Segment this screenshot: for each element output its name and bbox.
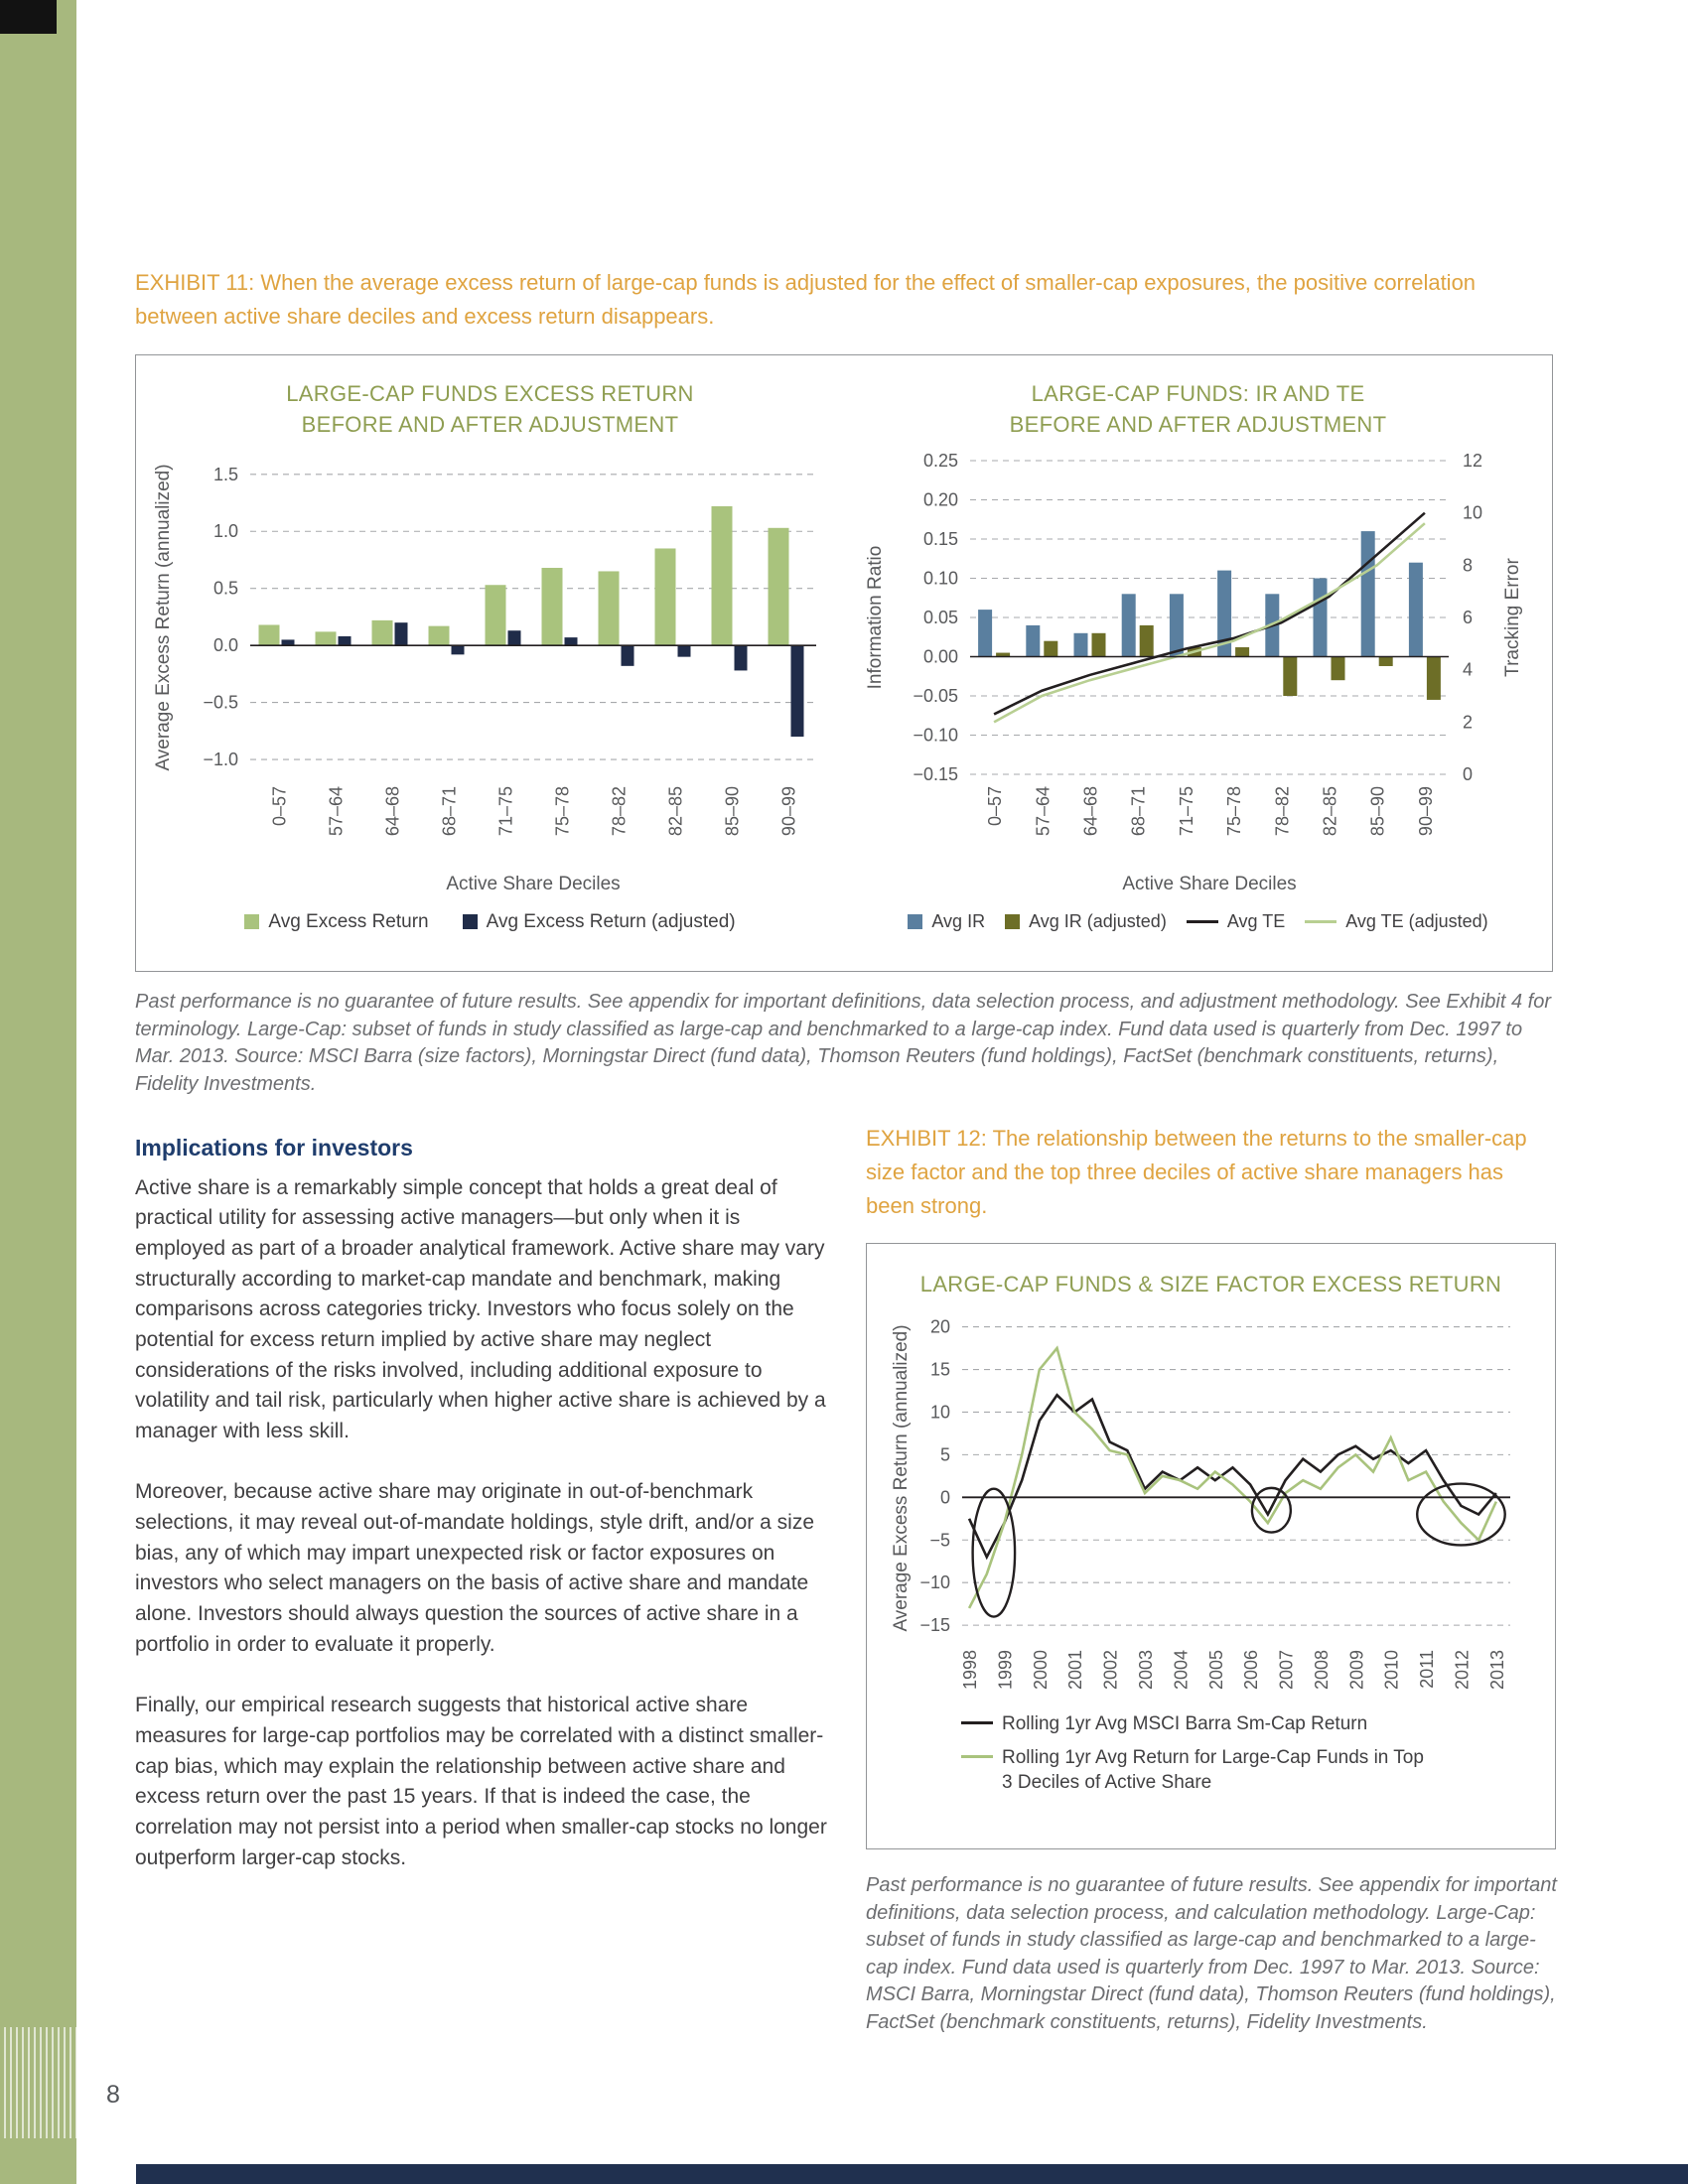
svg-text:0.0: 0.0 <box>212 634 238 655</box>
legend-label: Avg TE <box>1226 910 1286 931</box>
svg-text:−0.5: −0.5 <box>202 692 238 713</box>
legend-label: Rolling 1yr Avg Return for Large-Cap Funds in Top 3 Deciles of Active Share <box>1002 1746 1424 1793</box>
legend-item <box>1305 911 1487 932</box>
chart-title-line-1: LARGE-CAP FUNDS: IR AND TE <box>1031 381 1365 406</box>
tick-labels <box>913 451 1482 836</box>
largecap-top3-line-swatch <box>961 1755 993 1758</box>
svg-text:1.0: 1.0 <box>212 520 238 541</box>
excess-return-legend <box>244 911 735 933</box>
svg-text:71–75: 71–75 <box>495 785 515 836</box>
svg-text:0.10: 0.10 <box>922 568 958 589</box>
x-axis-label: Active Share Deciles <box>445 873 621 894</box>
legend-item <box>961 1745 1431 1795</box>
exhibit12-figure <box>866 1243 1556 1849</box>
avg-ir-swatch <box>908 914 922 929</box>
svg-text:−0.10: −0.10 <box>912 725 958 746</box>
implications-section <box>135 1132 827 1904</box>
implications-heading: Implications for investors <box>135 1135 413 1160</box>
svg-text:10: 10 <box>1462 502 1482 523</box>
svg-text:78–82: 78–82 <box>1271 785 1292 836</box>
exhibit11-figure <box>135 354 1553 972</box>
svg-text:2006: 2006 <box>1240 1649 1261 1690</box>
svg-text:2012: 2012 <box>1451 1649 1472 1690</box>
tick-labels <box>203 464 798 835</box>
svg-text:2009: 2009 <box>1345 1649 1366 1690</box>
svg-text:−1.0: −1.0 <box>202 749 238 769</box>
size-factor-chart-title <box>920 1270 1501 1300</box>
svg-text:82–85: 82–85 <box>1320 785 1339 836</box>
chart-title-line-2: BEFORE AND AFTER ADJUSTMENT <box>1009 411 1387 437</box>
svg-text:0.25: 0.25 <box>922 450 958 471</box>
svg-text:2004: 2004 <box>1170 1649 1191 1690</box>
svg-text:85–90: 85–90 <box>1367 785 1388 836</box>
svg-text:0: 0 <box>1462 763 1473 784</box>
svg-text:−0.15: −0.15 <box>912 763 958 784</box>
svg-text:71–75: 71–75 <box>1176 785 1196 836</box>
excess-return-chart-svg <box>143 445 838 903</box>
ir-te-chart-title <box>1010 379 1387 441</box>
size-factor-legend <box>961 1711 1431 1795</box>
svg-text:0.20: 0.20 <box>922 489 958 510</box>
legend-item <box>1005 911 1167 932</box>
exhibit12-heading: EXHIBIT 12: The relationship between the returns to the smaller-cap size factor and the top three deciles of active share managers has been strong. <box>866 1126 1527 1219</box>
legend-item <box>908 911 985 932</box>
avg-te-adjusted-line-swatch <box>1305 920 1336 923</box>
excess-return-chart <box>136 355 844 971</box>
svg-text:2000: 2000 <box>1030 1649 1051 1690</box>
svg-text:4: 4 <box>1462 659 1473 680</box>
svg-text:−0.05: −0.05 <box>912 685 958 706</box>
svg-text:68–71: 68–71 <box>439 785 459 836</box>
chart-title-line-1: LARGE-CAP FUNDS EXCESS RETURN <box>286 381 694 406</box>
svg-text:2: 2 <box>1462 711 1473 732</box>
annotations <box>972 1483 1504 1616</box>
svg-text:0.05: 0.05 <box>922 607 958 627</box>
svg-text:0–57: 0–57 <box>269 785 289 826</box>
svg-text:0.00: 0.00 <box>922 646 958 667</box>
svg-text:−15: −15 <box>918 1614 950 1635</box>
svg-text:−10: −10 <box>918 1571 950 1592</box>
sidebar-stripe-pattern <box>0 2027 76 2138</box>
left-y-axis-label: Information Ratio <box>864 545 886 689</box>
line-series <box>969 1348 1496 1608</box>
svg-text:0.5: 0.5 <box>212 578 238 599</box>
svg-text:2010: 2010 <box>1381 1649 1402 1690</box>
exhibit11-heading: EXHIBIT 11: When the average excess return of large-cap funds is adjusted for the effect of smaller-cap exposures, the positive correlation between active share deciles and excess return disappears. <box>135 270 1477 330</box>
svg-text:−5: −5 <box>928 1530 950 1551</box>
y-axis-label: Average Excess Return (annualized) <box>152 464 174 771</box>
svg-text:82–85: 82–85 <box>665 785 685 836</box>
legend-label: Rolling 1yr Avg MSCI Barra Sm-Cap Return <box>1002 1712 1368 1734</box>
svg-text:68–71: 68–71 <box>1128 785 1149 836</box>
legend-label: Avg Excess Return <box>268 910 429 932</box>
svg-text:0–57: 0–57 <box>984 785 1005 826</box>
svg-text:2001: 2001 <box>1064 1649 1085 1690</box>
svg-text:57–64: 57–64 <box>1032 785 1053 836</box>
gridlines <box>970 461 1449 774</box>
excess-return-chart-title <box>286 379 693 441</box>
body-paragraph-1: Active share is a remarkably simple concept that holds a great deal of practical utility for assessing active managers—but only when it is employed as part of a broader analytical framework. Active share may vary structurally according to market-cap mandate and benchmark, making comparisons across categories tricky. Investors who focus solely on the potential for excess return implied by active share may neglect considerations of the risks involved, including additional exposure to volatility and tail risk, particularly when higher active share is achieved by a manager with less skill. <box>135 1175 826 1442</box>
avg-excess-return-swatch <box>244 914 259 929</box>
legend-label: Avg IR (adjusted) <box>1029 910 1167 931</box>
svg-text:20: 20 <box>929 1316 950 1337</box>
footer-accent-bar <box>136 2164 1688 2184</box>
svg-text:5: 5 <box>939 1444 950 1465</box>
svg-text:0.15: 0.15 <box>922 528 958 549</box>
svg-text:12: 12 <box>1462 450 1482 471</box>
svg-text:2007: 2007 <box>1276 1649 1297 1690</box>
legend-item <box>961 1711 1431 1736</box>
legend-item <box>1187 911 1285 932</box>
avg-ir-adjusted-swatch <box>1005 914 1020 929</box>
svg-text:64–68: 64–68 <box>382 785 402 836</box>
smcap-return-line-swatch <box>961 1721 993 1724</box>
x-axis-label: Active Share Deciles <box>1121 873 1297 894</box>
body-paragraph-3: Finally, our empirical research suggests that historical active share measures for large-cap portfolios may be correlated with a distinct smaller-cap bias, which may explain the relationship between active share and excess return over the past 15 years. If that is indeed the case, the correlation may not persist into a period when smaller-cap stocks no longer outperform larger-cap stocks. <box>135 1694 827 1869</box>
svg-text:0: 0 <box>939 1487 950 1508</box>
svg-text:64–68: 64–68 <box>1080 785 1100 836</box>
svg-text:1998: 1998 <box>959 1649 980 1690</box>
ir-te-legend <box>908 911 1487 932</box>
svg-text:8: 8 <box>1462 554 1473 575</box>
avg-te-line-swatch <box>1187 920 1218 923</box>
svg-text:10: 10 <box>929 1402 950 1423</box>
svg-text:2005: 2005 <box>1205 1649 1226 1690</box>
svg-text:2008: 2008 <box>1311 1649 1332 1690</box>
legend-label: Avg TE (adjusted) <box>1345 910 1488 931</box>
page-number: 8 <box>106 2081 120 2109</box>
svg-text:2011: 2011 <box>1416 1649 1437 1689</box>
svg-text:15: 15 <box>929 1359 950 1380</box>
chart-title-line-1: LARGE-CAP FUNDS & SIZE FACTOR EXCESS RETURN <box>919 1272 1502 1297</box>
svg-text:2003: 2003 <box>1135 1649 1156 1690</box>
ir-te-chart-svg <box>851 445 1546 903</box>
svg-text:57–64: 57–64 <box>326 785 346 836</box>
svg-text:6: 6 <box>1462 607 1473 627</box>
legend-item <box>244 911 428 933</box>
svg-text:2013: 2013 <box>1486 1649 1507 1690</box>
svg-text:78–82: 78–82 <box>609 785 629 836</box>
exhibit11-footnote: Past performance is no guarantee of future results. See appendix for important definitions, data selection process, and adjustment methodology. See Exhibit 4 for terminology. Large-Cap: subset of funds in study classified as large-cap and benchmarked to a large-cap index. Fund data used is quarterly from Dec. 1997 to Mar. 2013. Source: MSCI Barra (size factors), Morningstar Direct (fund data), Thomson Reuters (fund holdings), FactSet (benchmark constituents, returns), Fidelity Investments. <box>135 991 1552 1095</box>
y-axis-label: Average Excess Return (annualized) <box>890 1324 912 1632</box>
size-factor-chart-svg <box>883 1304 1540 1702</box>
bar-series <box>978 531 1441 700</box>
legend-label: Avg Excess Return (adjusted) <box>486 910 736 932</box>
exhibit12-footnote: Past performance is no guarantee of future results. See appendix for important definitions, data selection process, and calculation methodology. Large-Cap: subset of funds in study classified as large-cap and benchmarked to a large-cap index. Fund data used is quarterly from Dec. 1997 to Mar. 2013. Source: MSCI Barra, Morningstar Direct (fund data), Thomson Reuters (fund holdings), FactSet (benchmark constituents, returns), Fidelity Investments. <box>866 1874 1557 2033</box>
legend-item <box>463 911 736 933</box>
svg-text:75–78: 75–78 <box>1223 785 1244 836</box>
corner-black-mark <box>0 0 57 34</box>
svg-text:85–90: 85–90 <box>722 785 742 836</box>
ir-te-chart <box>844 355 1552 971</box>
body-paragraph-2: Moreover, because active share may originate in out-of-benchmark selections, it may reveal out-of-mandate holdings, style drift, and/or a size bias, any of which may impart unexpected risk or factor exposures on investors who select managers on the basis of active share and mandate alone. Investors should always question the sources of active share in a portfolio in order to evaluate it properly. <box>135 1480 814 1656</box>
legend-label: Avg IR <box>931 910 986 931</box>
chart-title-line-2: BEFORE AND AFTER ADJUSTMENT <box>301 411 679 437</box>
left-accent-bar <box>0 0 76 2184</box>
svg-text:1999: 1999 <box>994 1649 1015 1690</box>
svg-text:1.5: 1.5 <box>212 464 238 484</box>
svg-text:90–99: 90–99 <box>778 785 798 836</box>
svg-text:2002: 2002 <box>1100 1649 1121 1690</box>
avg-excess-return-adjusted-swatch <box>463 914 478 929</box>
svg-text:90–99: 90–99 <box>1415 785 1436 836</box>
svg-text:75–78: 75–78 <box>552 785 572 836</box>
right-y-axis-label: Tracking Error <box>1501 557 1523 677</box>
